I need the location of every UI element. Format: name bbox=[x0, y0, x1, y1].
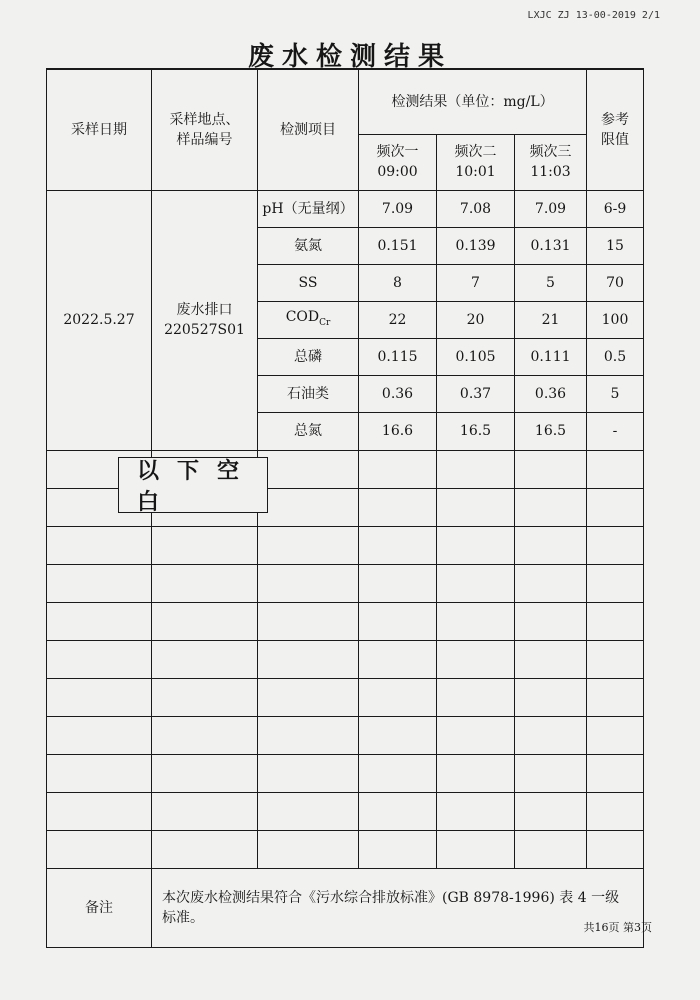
sample-date: 2022.5.27 bbox=[47, 190, 152, 450]
header-location: 采样地点、 样品编号 bbox=[152, 69, 258, 190]
value-cell: 0.131 bbox=[515, 227, 587, 264]
value-cell: 0.36 bbox=[359, 375, 437, 412]
value-cell: 7.09 bbox=[515, 190, 587, 227]
header-result: 检测结果（单位：mg/L） bbox=[359, 69, 587, 134]
item-cell: 石油类 bbox=[258, 375, 359, 412]
header-item: 检测项目 bbox=[258, 69, 359, 190]
blank-row bbox=[47, 754, 644, 792]
blank-row bbox=[47, 678, 644, 716]
blank-row bbox=[47, 526, 644, 564]
header-freq-1: 频次一 09:00 bbox=[359, 134, 437, 190]
ref-cell: 100 bbox=[587, 301, 644, 338]
remark-label: 备注 bbox=[47, 868, 152, 947]
value-cell: 0.37 bbox=[437, 375, 515, 412]
header-freq-2: 频次二 10:01 bbox=[437, 134, 515, 190]
value-cell: 0.36 bbox=[515, 375, 587, 412]
value-cell: 22 bbox=[359, 301, 437, 338]
blank-row bbox=[47, 716, 644, 754]
ref-cell: 5 bbox=[587, 375, 644, 412]
header-freq-3: 频次三 11:03 bbox=[515, 134, 587, 190]
blank-row bbox=[47, 602, 644, 640]
value-cell: 5 bbox=[515, 264, 587, 301]
item-cell: 总氮 bbox=[258, 412, 359, 450]
blank-below-stamp: 以下空白 bbox=[118, 457, 268, 513]
value-cell: 16.5 bbox=[437, 412, 515, 450]
ref-cell: 0.5 bbox=[587, 338, 644, 375]
value-cell: 0.151 bbox=[359, 227, 437, 264]
blank-row bbox=[47, 830, 644, 868]
ref-cell: - bbox=[587, 412, 644, 450]
sample-location: 废水排口 220527S01 bbox=[152, 190, 258, 450]
blank-row bbox=[47, 564, 644, 602]
remark-text: 本次废水检测结果符合《污水综合排放标准》(GB 8978-1996) 表 4 一级标准。 bbox=[152, 868, 644, 947]
value-cell: 8 bbox=[359, 264, 437, 301]
value-cell: 0.115 bbox=[359, 338, 437, 375]
value-cell: 21 bbox=[515, 301, 587, 338]
value-cell: 0.139 bbox=[437, 227, 515, 264]
value-cell: 7.09 bbox=[359, 190, 437, 227]
ref-cell: 6-9 bbox=[587, 190, 644, 227]
header-date: 采样日期 bbox=[47, 69, 152, 190]
value-cell: 16.5 bbox=[515, 412, 587, 450]
value-cell: 16.6 bbox=[359, 412, 437, 450]
item-cell: pH（无量纲） bbox=[258, 190, 359, 227]
page-title: 废水检测结果 bbox=[247, 42, 452, 72]
value-cell: 0.105 bbox=[437, 338, 515, 375]
value-cell: 0.111 bbox=[515, 338, 587, 375]
value-cell: 20 bbox=[437, 301, 515, 338]
header-ref: 参考 限值 bbox=[587, 69, 644, 190]
blank-row bbox=[47, 640, 644, 678]
page-footer: 共16页 第3页 bbox=[583, 921, 652, 934]
item-cell: 氨氮 bbox=[258, 227, 359, 264]
item-cell: SS bbox=[258, 264, 359, 301]
value-cell: 7 bbox=[437, 264, 515, 301]
ref-cell: 70 bbox=[587, 264, 644, 301]
item-cell: 总磷 bbox=[258, 338, 359, 375]
ref-cell: 15 bbox=[587, 227, 644, 264]
item-cell: $COD_{Cr}$ bbox=[258, 301, 359, 338]
document-code: LXJC ZJ 13-00-2019 2/1 bbox=[527, 10, 660, 21]
blank-row bbox=[47, 792, 644, 830]
value-cell: 7.08 bbox=[437, 190, 515, 227]
